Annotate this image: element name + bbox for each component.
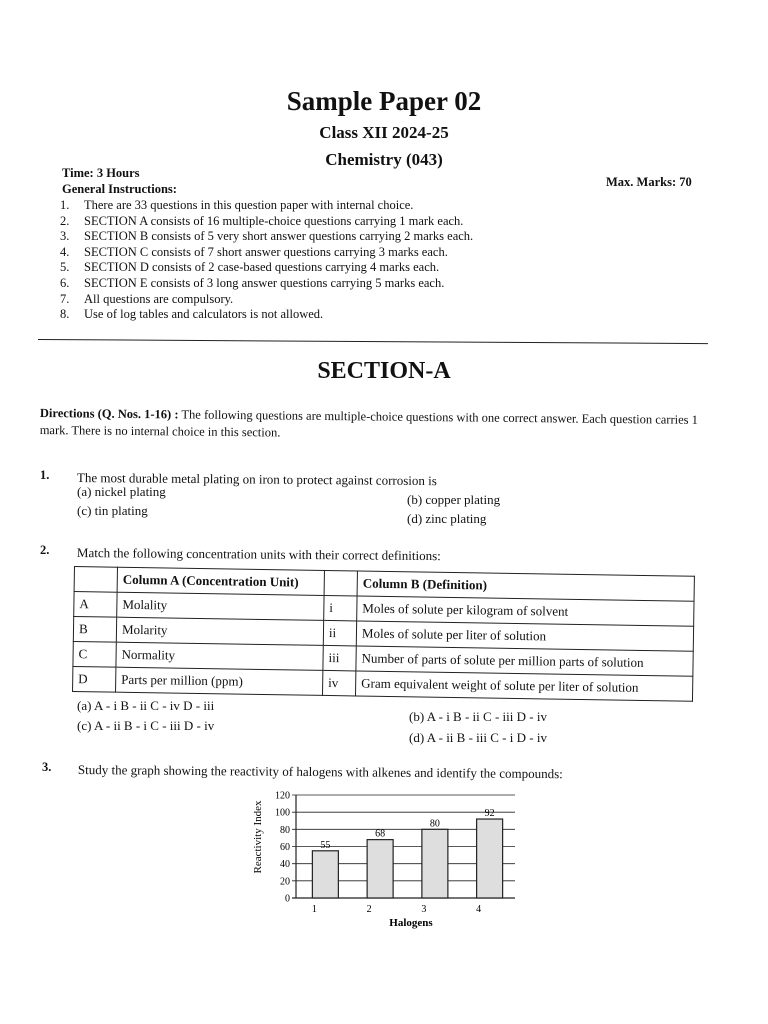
question-1-option-c: (c) tin plating — [77, 503, 148, 518]
question-2-number: 2. — [40, 543, 50, 557]
data-label: 80 — [429, 818, 440, 830]
x-tick-labels — [312, 904, 481, 915]
question-1-option-d: (d) zinc plating — [407, 511, 487, 526]
table-cell: Molarity — [116, 617, 323, 645]
max-marks-label: Max. Marks: 70 — [606, 175, 692, 189]
question-1-text: The most durable metal plating on iron to protect against corrosion is — [76, 470, 437, 489]
question-2-option-a: (a) A - i B - ii C - iv D - iii — [77, 698, 215, 713]
table-cell: Molality — [117, 592, 324, 620]
y-tick-label: 40 — [280, 859, 290, 871]
x-tick-label: 1 — [311, 904, 317, 915]
table-cell: iii — [323, 645, 356, 671]
instructions-title: General Instructions: — [62, 182, 177, 196]
match-table-wrap — [72, 566, 710, 702]
question-1-number: 1. — [40, 468, 50, 482]
section-title: SECTION-A — [317, 358, 451, 384]
match-table — [72, 566, 695, 702]
bar — [312, 851, 338, 898]
data-label: 55 — [320, 839, 331, 851]
question-2-text: Match the following concentration units with their correct definitions: — [76, 545, 441, 564]
question-3-number: 3. — [42, 760, 52, 774]
table-cell: C — [73, 641, 116, 667]
instruction-item: 6. SECTION E consists of 3 long answer questions carrying 5 marks each. — [60, 275, 445, 290]
table-cell: B — [73, 617, 116, 643]
table-cell — [324, 570, 357, 596]
question-1-option-b: (b) copper plating — [407, 492, 501, 507]
instruction-item: 1. There are 33 questions in this question paper with internal choice. — [60, 198, 414, 212]
x-tick-label: 2 — [366, 904, 372, 915]
table-cell: D — [73, 666, 116, 692]
y-tick-label: 80 — [280, 824, 290, 836]
instruction-item: 5. SECTION D consists of 2 case-based questions carrying 4 marks each. — [60, 260, 440, 275]
table-cell: Moles of solute per kilogram of solvent — [357, 596, 694, 626]
subject-line: Chemistry (043) — [325, 150, 443, 169]
directions-body: The following questions are multiple-choice questions with one correct answer. Each question carries 1 mark. There is no internal choice in this section. — [39, 407, 699, 440]
instruction-item: 7. All questions are compulsory. — [60, 291, 234, 306]
y-tick-label: 60 — [280, 842, 290, 853]
question-1-option-a: (a) nickel plating — [77, 484, 166, 499]
x-tick-label: 3 — [421, 904, 427, 915]
table-cell: Number of parts of solute per million parts of solution — [356, 646, 693, 676]
column-b-header: Column B (Definition) — [357, 571, 694, 601]
table-cell: Gram equivalent weight of solute per liter of solution — [355, 671, 692, 701]
question-2-option-c: (c) A - ii B - i C - iii D - iv — [77, 718, 215, 733]
y-tick-labels — [275, 791, 290, 905]
y-tick-label: 120 — [275, 790, 290, 802]
instruction-item: 2. SECTION A consists of 16 multiple-choice questions carrying 1 mark each. — [60, 213, 464, 228]
paper-title: Sample Paper 02 — [286, 86, 482, 116]
instruction-item: 4. SECTION C consists of 7 short answer questions carrying 3 marks each. — [60, 244, 448, 259]
y-tick-label: 0 — [285, 893, 290, 905]
bar — [367, 840, 393, 898]
table-cell — [74, 567, 117, 593]
question-2-option-b: (b) A - i B - ii C - iii D - iv — [409, 709, 547, 724]
directions-text — [40, 405, 712, 446]
data-label: 68 — [375, 828, 386, 840]
y-tick-label: 20 — [280, 876, 290, 888]
x-axis-label: Halogens — [389, 917, 433, 929]
table-cell: Parts per million (ppm) — [116, 667, 323, 695]
question-2-option-d: (d) A - ii B - iii C - i D - iv — [409, 730, 547, 745]
y-axis-label: Reactivity Index — [252, 800, 264, 874]
bar — [477, 819, 503, 898]
time-label: Time: 3 Hours — [62, 166, 140, 180]
reactivity-chart — [240, 785, 540, 935]
instruction-item: 3. SECTION B consists of 5 very short answer questions carrying 2 marks each. — [60, 229, 474, 244]
bar — [422, 829, 448, 898]
table-cell: i — [324, 595, 357, 621]
directions-label: Directions (Q. Nos. 1-16) : — [39, 405, 179, 422]
instruction-item: 8. Use of log tables and calculators is not allowed. — [60, 307, 324, 322]
table-cell: iv — [322, 670, 355, 696]
table-cell: Moles of solute per liter of solution — [356, 621, 693, 651]
column-a-header: Column A (Concentration Unit) — [117, 567, 324, 595]
question-3-text: Study the graph showing the reactivity of halogens with alkenes and identify the compounds: — [77, 762, 563, 782]
data-label: 92 — [484, 808, 495, 820]
instructions-list — [60, 198, 473, 323]
table-cell: A — [74, 592, 117, 618]
table-cell: Normality — [116, 642, 323, 670]
chart-bars — [312, 808, 502, 898]
header-divider — [38, 339, 708, 344]
table-cell: ii — [323, 620, 356, 646]
x-tick-label: 4 — [476, 904, 482, 915]
y-tick-label: 100 — [275, 807, 290, 819]
class-line: Class XII 2024-25 — [319, 123, 449, 142]
